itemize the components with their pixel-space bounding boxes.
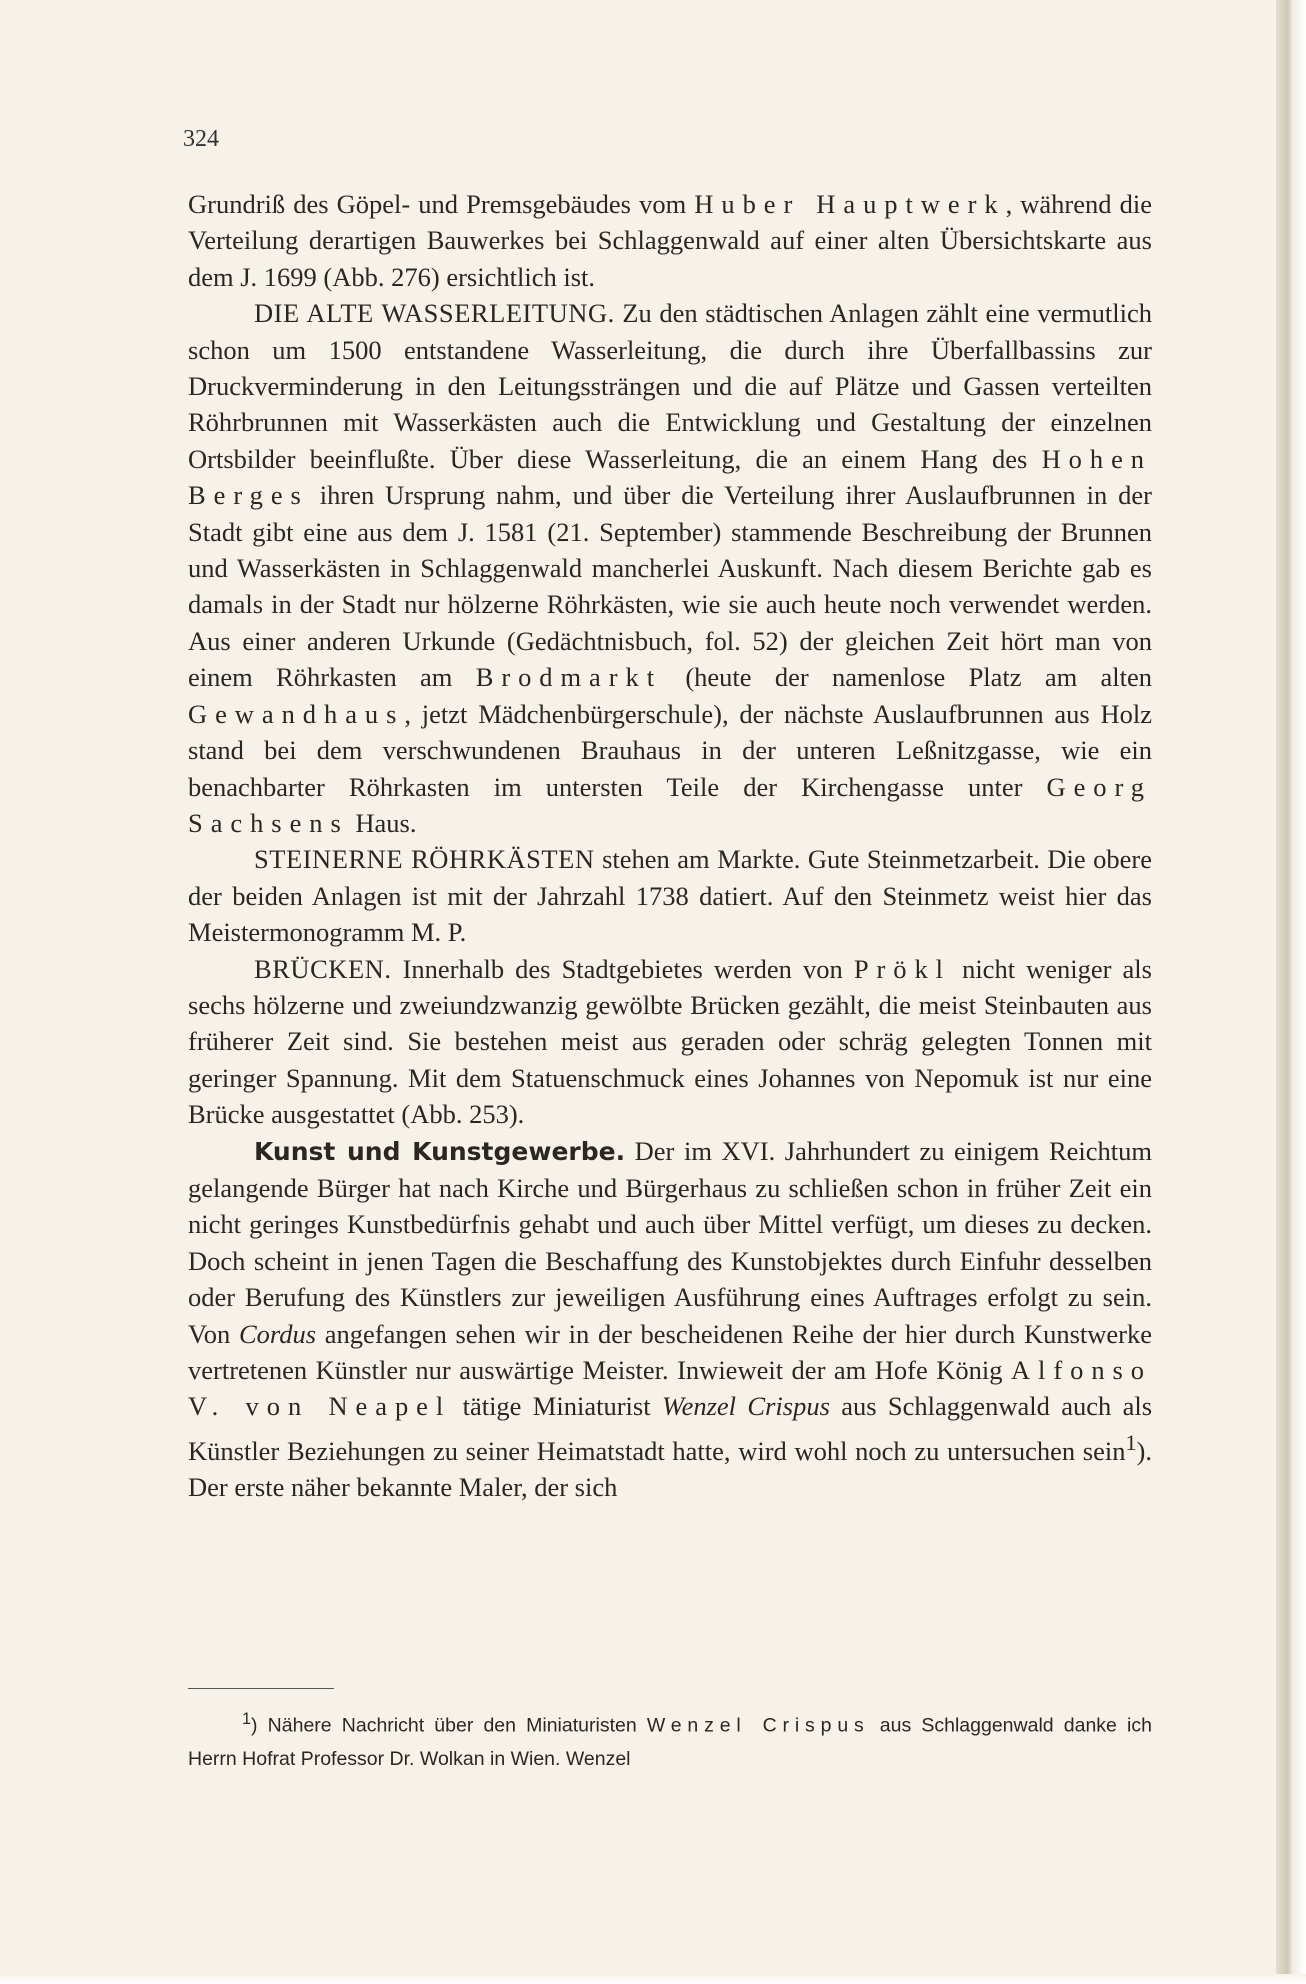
section-heading-wasserleitung: DIE ALTE WASSERLEITUNG. — [254, 298, 615, 329]
text-run: aus Schlaggenwald danke ich Herrn Hofrat Professor Dr. Wolkan in Wien. Wenzel — [188, 1714, 1152, 1770]
section-heading-kunst: Kunst und Kunstgewerbe. — [254, 1136, 626, 1166]
text-run: , während die Verteilung derartigen Bauwerkes bei Schlaggenwald auf einer alten Übersichtskarte aus dem J. 1699 (Abb. 276) ersichtlich ist. — [188, 189, 1152, 292]
page-bottom-edge — [0, 1974, 1306, 1984]
text-run: Der im XVI. Jahrhundert zu einigem Reichtum gelangende Bürger hat nach Kirche und Bürgerhaus zu schließen schon in früher Zeit ein nicht geringes Kunstbedürfnis gehabt und auch über Mittel verfügt, um dieses zu decken. Doch scheint in jenen Tagen die Beschaffung des Kunstobjektes durch Einfuhr desselben oder Berufung des Künstlers zur jeweiligen Ausführung eines Auftrages erfolgt zu sein. Von — [188, 1135, 1153, 1349]
spaced-name: Hohen Berges — [188, 443, 1152, 511]
text-run: tätige Miniaturist — [451, 1391, 662, 1422]
spaced-name: Georg Sachsens — [188, 771, 1152, 838]
paragraph-wasserleitung — [188, 295, 1152, 841]
spaced-name: Brodmarkt — [475, 662, 663, 693]
text-run: Zu den städtischen Anlagen zählt eine vermutlich schon um 1500 entstandene Wasserleitung, die durch ihre Überfallbassins zur Druckverminderung in den Leitungssträngen und die auf Plätze und Gassen verteilten Röhrbrunnen mit Wasserkästen auch die Entwicklung und Gestaltung der einzelnen Ortsbilder beeinflußte. Über diese Wasserleitung, die an einem Hang des — [188, 298, 1153, 474]
paragraph-huber-hauptwerk — [188, 186, 1152, 295]
text-run: ihren Ursprung nahm, und über die Verteilung ihrer Auslaufbrunnen in der Stadt gibt eine aus dem J. 1581 (21. September) stammende Beschreibung der Brunnen und Wasserkästen in Schlaggenwald mancherlei Auskunft. Nach diesem Berichte gab es damals in der Stadt nur hölzerne Röhrkästen, wie sie auch heute noch verwendet werden. Aus einer anderen Urkunde (Gedächtnisbuch, fol. 52) der gleichen Zeit hört man von einem Röhrkasten am — [188, 480, 1152, 693]
spaced-name: Gewandhaus — [188, 698, 405, 729]
page-number: 324 — [183, 126, 219, 152]
italic-name: Wenzel Crispus — [661, 1391, 830, 1422]
spaced-name: Huber Hauptwerk — [694, 189, 1006, 219]
footnote — [188, 1703, 1152, 1776]
body-text — [188, 186, 1152, 1505]
paragraph-bruecken — [188, 951, 1152, 1133]
text-run: nicht weniger als sechs hölzerne und zweiundzwanzig gewölbte Brücken gezählt, die meist Steinbauten aus früherer Zeit sind. Sie bestehen meist aus geraden oder schräg gelegten Tonnen mit geringer Spannung. Mit dem Statuenschmuck eines Johannes von Nepomuk ist nur eine Brücke ausgestattet (Abb. 253). — [188, 953, 1152, 1130]
spaced-name: Alfonso V. von Neapel — [188, 1355, 1152, 1422]
text-run: ) Nähere Nachricht über den Miniaturisten — [251, 1714, 647, 1737]
spaced-name: Prökl — [853, 953, 951, 984]
page-spine-shadow — [1276, 0, 1306, 1984]
paragraph-roehrkaesten — [188, 841, 1152, 950]
section-heading-roehrkaesten: STEINERNE RÖHRKÄSTEN — [254, 844, 595, 875]
text-run: Grundriß des Göpel- und Premsgebäudes vom — [188, 189, 695, 219]
text-run: Innerhalb des Stadtgebietes werden von — [391, 953, 854, 984]
text-run: ). Der erste näher bekannte Maler, der sich — [188, 1435, 1152, 1503]
text-run: stehen am Markte. Gute Steinmetzarbeit. Die obere der beiden Anlagen ist mit der Jahrzahl 1738 datiert. Auf den Steinmetz weist hier das Meistermonogramm M. P. — [188, 844, 1152, 948]
text-run: angefangen sehen wir in der bescheidenen Reihe der hier durch Kunstwerke vertretenen Künstler nur auswärtige Meister. Inwieweit der am Hofe König — [188, 1318, 1152, 1385]
text-run: , jetzt Mädchenbürgerschule), der nächste Auslaufbrunnen aus Holz stand bei dem verschwundenen Brauhaus in der unteren Leßnitzgasse, wie ein benachbarter Röhrkasten im untersten Teile der Kirchengasse unter — [188, 698, 1152, 802]
footnote-divider — [188, 1688, 334, 1689]
section-heading-bruecken: BRÜCKEN. — [254, 953, 392, 984]
italic-name: Cordus — [238, 1318, 317, 1349]
spaced-name: Wenzel Crispus — [646, 1714, 870, 1737]
text-run: aus Schlaggenwald auch als Künstler Beziehungen zu seiner Heimatstadt hatte, wird wohl noch zu untersuchen sein — [188, 1391, 1153, 1466]
paragraph-kunst — [188, 1133, 1152, 1506]
text-run: (heute der namenlose Platz am alten — [662, 662, 1153, 693]
text-run: Haus. — [348, 807, 417, 838]
footnote-text — [188, 1703, 1152, 1776]
footnote-ref: 1 — [1125, 1429, 1137, 1455]
footnote-mark: 1 — [242, 1710, 252, 1728]
